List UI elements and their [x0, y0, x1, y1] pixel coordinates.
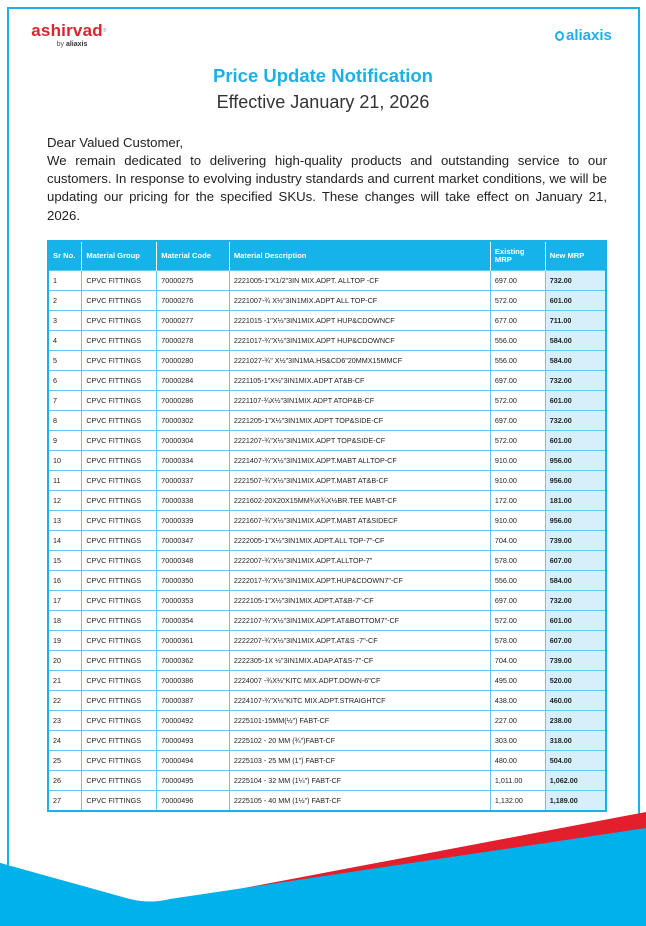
table-row — [48, 511, 606, 531]
cell-material-group: CPVC FITTINGS — [82, 331, 157, 351]
cell-existing-mrp: 910.00 — [490, 511, 545, 531]
cell-new-mrp: 956.00 — [545, 471, 606, 491]
cell-existing-mrp: 480.00 — [490, 751, 545, 771]
cell-material-description: 2221105-1"X½"3IN1MIX.ADPT AT&B-CF — [229, 371, 490, 391]
cell-material-description: 2222017-¾"X½"3IN1MIX.ADPT.HUP&CDOWN7"-CF — [229, 571, 490, 591]
cell-material-description: 2221005-1"X1/2"3IN MIX.ADPT. ALLTOP -CF — [229, 271, 490, 291]
cell-sr-no: 23 — [48, 711, 82, 731]
cell-material-description: 2221107-¾X½"3IN1MIX.ADPT ATOP&B-CF — [229, 391, 490, 411]
cell-material-group: CPVC FITTINGS — [82, 351, 157, 371]
cell-material-description: 2221015 -1"X½"3IN1MIX.ADPT HUP&CDOWNCF — [229, 311, 490, 331]
cell-material-code: 70000277 — [157, 311, 230, 331]
cell-material-group: CPVC FITTINGS — [82, 711, 157, 731]
table-row — [48, 631, 606, 651]
cell-new-mrp: 584.00 — [545, 331, 606, 351]
cell-material-group: CPVC FITTINGS — [82, 751, 157, 771]
table-row — [48, 731, 606, 751]
cell-material-description: 2221407-¾"X½"3IN1MIX.ADPT.MABT ALLTOP-CF — [229, 451, 490, 471]
cell-new-mrp: 1,189.00 — [545, 791, 606, 812]
cell-material-code: 70000304 — [157, 431, 230, 451]
ashirvad-brand-text: ashirvad — [31, 21, 103, 40]
cell-material-group: CPVC FITTINGS — [82, 611, 157, 631]
cell-material-code: 70000350 — [157, 571, 230, 591]
cell-material-group: CPVC FITTINGS — [82, 311, 157, 331]
cell-sr-no: 25 — [48, 751, 82, 771]
cell-material-description: 2222107-¾"X½"3IN1MIX.ADPT.AT&BOTTOM7"-CF — [229, 611, 490, 631]
cell-material-description: 2222207-¾"X½"3IN1MIX.ADPT.AT&S -7"-CF — [229, 631, 490, 651]
table-row — [48, 331, 606, 351]
cell-sr-no: 24 — [48, 731, 82, 751]
cell-material-code: 70000302 — [157, 411, 230, 431]
cell-material-group: CPVC FITTINGS — [82, 771, 157, 791]
cell-material-description: 2225102 - 20 MM (¾")FABT-CF — [229, 731, 490, 751]
cell-existing-mrp: 697.00 — [490, 591, 545, 611]
cell-material-group: CPVC FITTINGS — [82, 651, 157, 671]
cell-sr-no: 6 — [48, 371, 82, 391]
cell-sr-no: 15 — [48, 551, 82, 571]
cell-existing-mrp: 495.00 — [490, 671, 545, 691]
cell-material-description: 2224107-¾"X½"KITC MIX.ADPT.STRAIGHTCF — [229, 691, 490, 711]
cell-material-description: 2222305-1X ½"3IN1MIX.ADAP.AT&S-7"-CF — [229, 651, 490, 671]
cell-material-code: 70000354 — [157, 611, 230, 631]
page-title: Price Update Notification — [213, 65, 433, 86]
cell-new-mrp: 238.00 — [545, 711, 606, 731]
cell-material-group: CPVC FITTINGS — [82, 691, 157, 711]
cell-material-code: 70000494 — [157, 751, 230, 771]
footer-wave-decoration — [0, 800, 646, 926]
cell-sr-no: 1 — [48, 271, 82, 291]
aliaxis-ring-icon — [555, 31, 564, 41]
cell-new-mrp: 732.00 — [545, 271, 606, 291]
intro-paragraph: We remain dedicated to delivering high-quality products and outstanding service to our customers. In response to evolving industry standards and current market conditions, we will be updating our pricing for the specified SKUs. These changes will take effect on January 21, 2026. — [47, 153, 607, 223]
cell-material-description: 2222105-1"X½"3IN1MIX.ADPT.AT&B-7"-CF — [229, 591, 490, 611]
cell-material-group: CPVC FITTINGS — [82, 511, 157, 531]
table-row — [48, 611, 606, 631]
registered-mark: ® — [102, 28, 107, 34]
cell-existing-mrp: 1,132.00 — [490, 791, 545, 812]
cell-material-description: 2221007-¾ X½"3IN1MIX.ADPT ALL TOP-CF — [229, 291, 490, 311]
table-row — [48, 411, 606, 431]
cell-material-code: 70000361 — [157, 631, 230, 651]
table-row — [48, 751, 606, 771]
cell-new-mrp: 504.00 — [545, 751, 606, 771]
cell-material-code: 70000276 — [157, 291, 230, 311]
cell-material-description: 2225104 - 32 MM (1¼") FABT-CF — [229, 771, 490, 791]
cell-material-code: 70000284 — [157, 371, 230, 391]
cell-new-mrp: 601.00 — [545, 611, 606, 631]
cell-new-mrp: 584.00 — [545, 351, 606, 371]
cell-material-group: CPVC FITTINGS — [82, 291, 157, 311]
cell-existing-mrp: 677.00 — [490, 311, 545, 331]
ashirvad-logo — [29, 22, 109, 49]
cell-sr-no: 18 — [48, 611, 82, 631]
table-row — [48, 491, 606, 511]
cell-sr-no: 26 — [48, 771, 82, 791]
cell-new-mrp: 584.00 — [545, 571, 606, 591]
col-new-mrp: New MRP — [545, 241, 606, 271]
cell-material-group: CPVC FITTINGS — [82, 391, 157, 411]
cell-sr-no: 7 — [48, 391, 82, 411]
cell-sr-no: 4 — [48, 331, 82, 351]
cell-material-group: CPVC FITTINGS — [82, 791, 157, 812]
cell-existing-mrp: 910.00 — [490, 471, 545, 491]
cell-sr-no: 8 — [48, 411, 82, 431]
cell-material-code: 70000278 — [157, 331, 230, 351]
cell-new-mrp: 732.00 — [545, 371, 606, 391]
cell-material-description: 2221607-¾"X½"3IN1MIX.ADPT.MABT AT&SIDECF — [229, 511, 490, 531]
by-prefix: by — [56, 41, 65, 48]
cell-new-mrp: 607.00 — [545, 631, 606, 651]
cell-material-description: 2221017-¾"X½"3IN1MIX.ADPT HUP&CDOWNCF — [229, 331, 490, 351]
table-row — [48, 391, 606, 411]
cell-existing-mrp: 578.00 — [490, 631, 545, 651]
cell-new-mrp: 318.00 — [545, 731, 606, 751]
cell-new-mrp: 520.00 — [545, 671, 606, 691]
cell-existing-mrp: 697.00 — [490, 371, 545, 391]
cell-material-code: 70000338 — [157, 491, 230, 511]
cell-material-group: CPVC FITTINGS — [82, 731, 157, 751]
cell-material-description: 2224007 -¾X½"KITC MIX.ADPT.DOWN-6"CF — [229, 671, 490, 691]
cell-material-code: 70000347 — [157, 531, 230, 551]
cell-new-mrp: 181.00 — [545, 491, 606, 511]
cell-existing-mrp: 172.00 — [490, 491, 545, 511]
cell-material-description: 2221027-¾" X½"3IN1MA.HS&CD6"20MMX15MMCF — [229, 351, 490, 371]
cell-new-mrp: 739.00 — [545, 531, 606, 551]
col-material-code: Material Code — [157, 241, 230, 271]
cell-material-description: 2221207-¾"X½"3IN1MIX.ADPT TOP&SIDE-CF — [229, 431, 490, 451]
table-row — [48, 431, 606, 451]
cell-existing-mrp: 227.00 — [490, 711, 545, 731]
cell-material-code: 70000334 — [157, 451, 230, 471]
cell-new-mrp: 739.00 — [545, 651, 606, 671]
price-table — [47, 240, 607, 812]
cell-sr-no: 21 — [48, 671, 82, 691]
cell-existing-mrp: 910.00 — [490, 451, 545, 471]
cell-existing-mrp: 556.00 — [490, 351, 545, 371]
table-row — [48, 651, 606, 671]
cell-existing-mrp: 556.00 — [490, 571, 545, 591]
cell-material-group: CPVC FITTINGS — [82, 551, 157, 571]
table-row — [48, 571, 606, 591]
col-sr-no: Sr No. — [48, 241, 82, 271]
cell-sr-no: 5 — [48, 351, 82, 371]
cell-material-group: CPVC FITTINGS — [82, 491, 157, 511]
cell-material-code: 70000275 — [157, 271, 230, 291]
greeting: Dear Valued Customer, — [47, 135, 184, 150]
cell-existing-mrp: 303.00 — [490, 731, 545, 751]
cell-material-code: 70000496 — [157, 791, 230, 812]
cell-material-code: 70000493 — [157, 731, 230, 751]
cell-sr-no: 12 — [48, 491, 82, 511]
cell-new-mrp: 460.00 — [545, 691, 606, 711]
cell-material-group: CPVC FITTINGS — [82, 451, 157, 471]
cell-existing-mrp: 572.00 — [490, 431, 545, 451]
cell-sr-no: 14 — [48, 531, 82, 551]
table-row — [48, 311, 606, 331]
cell-material-code: 70000337 — [157, 471, 230, 491]
cell-material-code: 70000492 — [157, 711, 230, 731]
cell-sr-no: 3 — [48, 311, 82, 331]
cell-sr-no: 17 — [48, 591, 82, 611]
cell-existing-mrp: 704.00 — [490, 651, 545, 671]
cell-new-mrp: 732.00 — [545, 411, 606, 431]
cell-existing-mrp: 572.00 — [490, 391, 545, 411]
cell-material-group: CPVC FITTINGS — [82, 471, 157, 491]
cell-new-mrp: 1,062.00 — [545, 771, 606, 791]
cell-sr-no: 10 — [48, 451, 82, 471]
cell-new-mrp: 607.00 — [545, 551, 606, 571]
table-row — [48, 691, 606, 711]
col-existing-mrp: Existing MRP — [490, 241, 545, 271]
table-row — [48, 531, 606, 551]
cell-sr-no: 19 — [48, 631, 82, 651]
cell-material-description: 2221602-20X20X15MM¾X¾X½BR.TEE MABT-CF — [229, 491, 490, 511]
table-row — [48, 371, 606, 391]
cell-material-code: 70000386 — [157, 671, 230, 691]
cell-sr-no: 2 — [48, 291, 82, 311]
cell-material-code: 70000339 — [157, 511, 230, 531]
cell-material-description: 2221507-¾"X½"3IN1MIX.ADPT.MABT AT&B-CF — [229, 471, 490, 491]
col-material-description: Material Description — [229, 241, 490, 271]
table-row — [48, 771, 606, 791]
cell-existing-mrp: 572.00 — [490, 291, 545, 311]
table-row — [48, 591, 606, 611]
cell-material-description: 2225103 - 25 MM (1") FABT-CF — [229, 751, 490, 771]
table-header-row — [48, 241, 606, 271]
cell-existing-mrp: 578.00 — [490, 551, 545, 571]
aliaxis-brand-text: aliaxis — [566, 27, 612, 44]
cell-material-code: 70000387 — [157, 691, 230, 711]
cell-material-code: 70000362 — [157, 651, 230, 671]
cell-material-description: 2222007-¾"X½"3IN1MIX.ADPT.ALLTOP-7" — [229, 551, 490, 571]
cell-material-group: CPVC FITTINGS — [82, 631, 157, 651]
cell-new-mrp: 601.00 — [545, 431, 606, 451]
table-row — [48, 471, 606, 491]
page-subtitle: Effective January 21, 2026 — [216, 92, 430, 112]
cell-material-group: CPVC FITTINGS — [82, 271, 157, 291]
cell-material-code: 70000280 — [157, 351, 230, 371]
table-body — [48, 271, 606, 812]
cell-sr-no: 13 — [48, 511, 82, 531]
cell-material-code: 70000348 — [157, 551, 230, 571]
cell-existing-mrp: 556.00 — [490, 331, 545, 351]
cell-existing-mrp: 1,011.00 — [490, 771, 545, 791]
cell-new-mrp: 601.00 — [545, 391, 606, 411]
cell-existing-mrp: 572.00 — [490, 611, 545, 631]
cell-sr-no: 16 — [48, 571, 82, 591]
table-row — [48, 451, 606, 471]
cell-material-description: 2225105 - 40 MM (1½") FABT-CF — [229, 791, 490, 812]
cell-sr-no: 11 — [48, 471, 82, 491]
by-brand: aliaxis — [65, 41, 88, 48]
cell-sr-no: 22 — [48, 691, 82, 711]
table-row — [48, 711, 606, 731]
table-row — [48, 271, 606, 291]
cell-sr-no: 9 — [48, 431, 82, 451]
cell-material-group: CPVC FITTINGS — [82, 371, 157, 391]
table-row — [48, 351, 606, 371]
cell-material-group: CPVC FITTINGS — [82, 571, 157, 591]
cell-material-group: CPVC FITTINGS — [82, 431, 157, 451]
cell-material-description: 2225101-15MM(½") FABT-CF — [229, 711, 490, 731]
cell-new-mrp: 711.00 — [545, 311, 606, 331]
cell-material-description: 2221205-1"X½"3IN1MIX.ADPT TOP&SIDE-CF — [229, 411, 490, 431]
col-material-group: Material Group — [82, 241, 157, 271]
table-row — [48, 551, 606, 571]
cell-material-description: 2222005-1"X½"3IN1MIX.ADPT.ALL TOP-7"-CF — [229, 531, 490, 551]
cell-new-mrp: 732.00 — [545, 591, 606, 611]
cell-new-mrp: 956.00 — [545, 451, 606, 471]
cell-sr-no: 27 — [48, 791, 82, 812]
cell-material-code: 70000353 — [157, 591, 230, 611]
table-row — [48, 291, 606, 311]
aliaxis-logo — [555, 27, 612, 44]
cell-material-group: CPVC FITTINGS — [82, 591, 157, 611]
cell-new-mrp: 956.00 — [545, 511, 606, 531]
table-row — [48, 671, 606, 691]
cell-material-group: CPVC FITTINGS — [82, 671, 157, 691]
cell-existing-mrp: 697.00 — [490, 271, 545, 291]
cell-material-group: CPVC FITTINGS — [82, 411, 157, 431]
cell-existing-mrp: 438.00 — [490, 691, 545, 711]
cell-existing-mrp: 697.00 — [490, 411, 545, 431]
cell-new-mrp: 601.00 — [545, 291, 606, 311]
cell-sr-no: 20 — [48, 651, 82, 671]
cell-existing-mrp: 704.00 — [490, 531, 545, 551]
cell-material-group: CPVC FITTINGS — [82, 531, 157, 551]
cell-material-code: 70000495 — [157, 771, 230, 791]
cell-material-code: 70000286 — [157, 391, 230, 411]
